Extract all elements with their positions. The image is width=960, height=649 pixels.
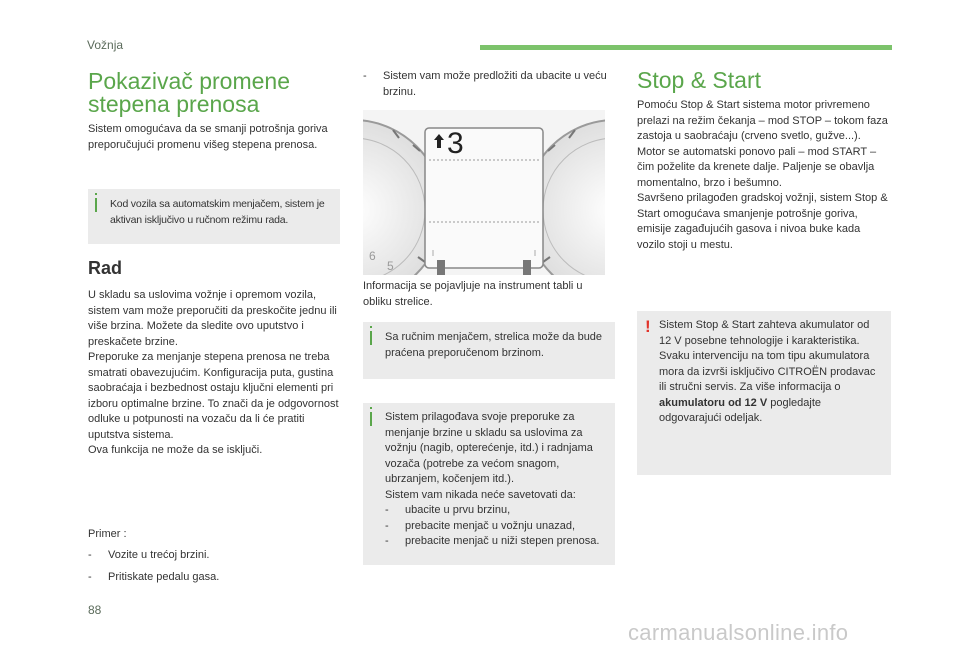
warning-icon: ! [645, 317, 651, 336]
info-note-automatic [88, 189, 340, 244]
info-icon [370, 331, 372, 345]
list-item: - prebacite menjač u vožnju unazad, [385, 519, 575, 532]
never-advise-intro: Sistem vam nikada neće savetovati da: [385, 488, 576, 501]
rad-paragraph-2: Preporuke za menjanje stepena prenosa ne treba smatrati obavezujućim. Konfiguracija puta, gustina saobraćaja i bezbednost ostaju ključni elementi pri izboru optimalne brzine. To znači da je odgovornost odluke u potpunosti na vozaču da li će pratiti uputstva sistema. [88, 351, 339, 441]
page-number: 88 [88, 603, 102, 617]
warning-text: Sistem Stop & Start zahteva akumulator od 12 V posebne tehnologije i karakteristika. Svaku intervenciju na tom tipu akumulatora mora da izvrši isključivo CITROËN prodavac ili stručni servis. Za više informacija o akumulatoru od 12 V pogledajte odgovarajući odeljak. [659, 319, 876, 424]
heading-rad: Rad [88, 258, 123, 278]
section-label: Vožnja [87, 38, 124, 52]
header-accent-bar [480, 45, 892, 50]
stop-start-paragraph-2: Savršeno prilagođen gradskoj vožnji, sistem Stop & Start omogućava smanjenje potrošnje goriva, emisije zagađujućih gasova i nivoa buke kada vozilo stoji u mestu. [637, 192, 888, 251]
rad-paragraphs [88, 288, 346, 459]
list-item: - Vozite u trećoj brzini. [88, 549, 210, 561]
info-note-text [385, 410, 611, 550]
stop-start-paragraphs [637, 98, 889, 253]
gear-number-display: 3 [447, 127, 464, 160]
section-title-gear-indicator: Pokazivač promene stepena prenosa [88, 68, 290, 117]
info-note-text: Sa ručnim menjačem, strelica može da bude praćena preporučenom brzinom. [385, 331, 603, 359]
example-label: Primer : [88, 528, 127, 540]
info-note-recommendations [363, 403, 615, 565]
info-icon [370, 412, 372, 426]
list-item: - ubacite u prvu brzinu, [385, 504, 511, 516]
warning-note-battery [637, 311, 891, 475]
list-item: - Sistem vam može predložiti da ubacite u veću brzinu. [363, 70, 607, 98]
rad-paragraph-1: U skladu sa uslovima vožnje i opremom vozila, sistem vam može preporučiti da preskočite jednu ili više brzina. Možete da sledite ovo uputstvo i preskačete brzine. [88, 289, 337, 348]
svg-text:6: 6 [369, 249, 376, 263]
list-item: - prebacite menjač u niži stepen prenosa. [385, 535, 600, 547]
intro-paragraph: Sistem omogućava da se smanji potrošnja goriva preporučujući promenu višeg stepena prenosa. [88, 123, 328, 151]
svg-text:5: 5 [387, 259, 394, 273]
illustration-caption: Informacija se pojavljuje na instrument tabli u obliku strelice. [363, 280, 583, 308]
gear-suggestion-item [363, 69, 613, 100]
info-note-manual [363, 322, 615, 379]
dashboard-drawing [363, 110, 605, 275]
watermark: carmanualsonline.info [628, 620, 849, 645]
info-icon [95, 198, 97, 212]
example-steps [88, 548, 338, 585]
stop-start-paragraph-1: Pomoću Stop & Start sistema motor privremeno prelazi na režim čekanja – mod STOP – tokom faza zastoja u saobraćaju (crveno svetlo, gužve...). Motor se automatski ponovo pali – mod START – čim poželite da krenete dalje. Paljenje se obavlja momentalno, brzo i bešumno. [637, 99, 888, 189]
section-title-stop-start: Stop & Start [637, 67, 762, 93]
instrument-panel-illustration [363, 110, 605, 275]
recommendation-paragraph: Sistem prilagođava svoje preporuke za menjanje brzine u skladu sa uslovima za vožnju (nagib, opterećenje, itd.) i radnjama vozača (potrebe za većom snagom, ubrzanjem, kočenjem itd.). [385, 411, 593, 485]
rad-paragraph-3: Ova funkcija ne može da se isključi. [88, 444, 263, 456]
list-item: - Pritiskate pedalu gasa. [88, 570, 220, 583]
info-note-text: Kod vozila sa automatskim menjačem, sistem je aktivan isključivo u ručnom režimu rada. [110, 198, 325, 226]
